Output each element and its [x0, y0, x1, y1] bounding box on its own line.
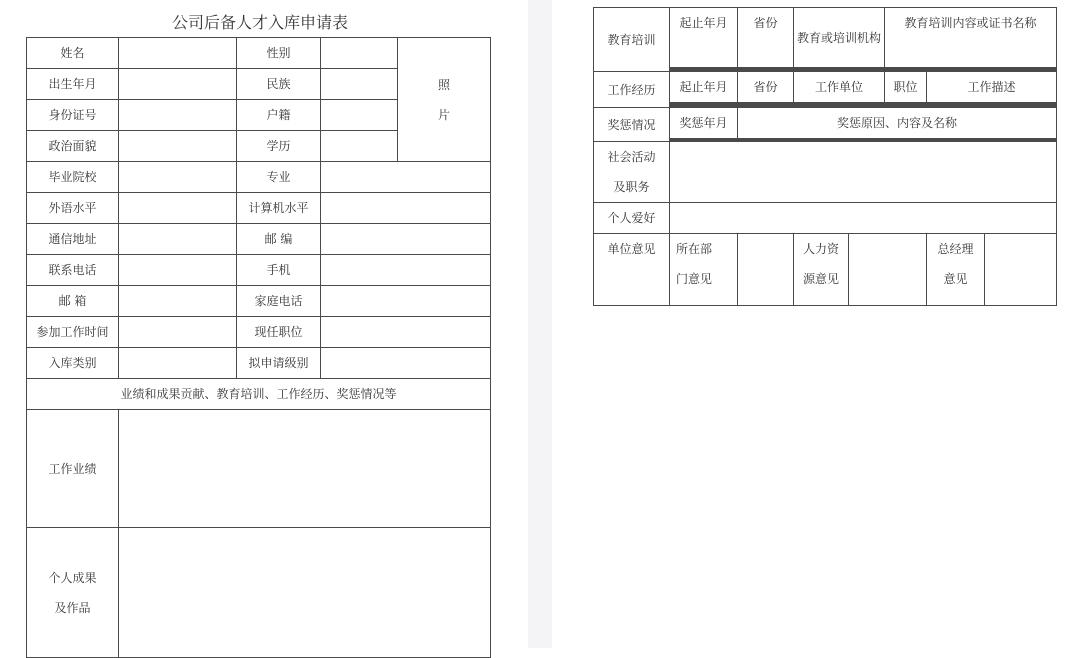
edu-header-province: 省份 — [738, 8, 794, 68]
field-home-phone[interactable] — [321, 286, 491, 317]
section-header: 业绩和成果贡献、教育培训、工作经历、奖惩情况等 — [27, 379, 491, 410]
work-header-province: 省份 — [738, 72, 794, 103]
label-level: 拟申请级别 — [237, 348, 321, 379]
field-social-activities[interactable] — [670, 142, 1057, 203]
label-id-number: 身份证号 — [27, 100, 119, 131]
label-gm-opinion-line-1: 总经理 — [937, 242, 974, 256]
label-work-performance: 工作业绩 — [27, 410, 119, 528]
field-category[interactable] — [119, 348, 237, 379]
label-gm-opinion — [927, 234, 985, 306]
field-gm-opinion[interactable] — [985, 234, 1057, 306]
label-dept-opinion — [670, 234, 738, 306]
edu-header-period: 起止年月 — [670, 8, 738, 68]
field-gender[interactable] — [321, 38, 398, 69]
experience-table — [593, 7, 1057, 306]
label-gm-opinion-line-2: 意见 — [943, 272, 968, 286]
field-household[interactable] — [321, 100, 398, 131]
field-id-number[interactable] — [119, 100, 237, 131]
label-achievements-line-1: 个人成果 — [48, 570, 97, 585]
label-social-line-2: 及职务 — [613, 180, 650, 194]
field-achievements[interactable] — [119, 528, 491, 658]
work-header-position: 职位 — [885, 72, 927, 103]
field-birth[interactable] — [119, 69, 237, 100]
form-title: 公司后备人才入库申请表 — [171, 13, 348, 32]
label-education-training: 教育培训 — [594, 8, 670, 72]
edu-header-content: 教育培训内容或证书名称 — [885, 8, 1057, 68]
field-computer[interactable] — [321, 193, 491, 224]
label-awards: 奖惩情况 — [594, 108, 670, 142]
label-address: 通信地址 — [27, 224, 119, 255]
label-work-experience: 工作经历 — [594, 72, 670, 108]
field-name[interactable] — [119, 38, 237, 69]
field-language[interactable] — [119, 193, 237, 224]
label-email: 邮 箱 — [27, 286, 119, 317]
label-language: 外语水平 — [27, 193, 119, 224]
award-header-date: 奖惩年月 — [670, 108, 738, 139]
field-school[interactable] — [119, 162, 237, 193]
label-dept-opinion-line-1: 所在部 — [676, 242, 713, 256]
label-social-line-1: 社会活动 — [607, 150, 656, 164]
label-school: 毕业院校 — [27, 162, 119, 193]
label-phone: 联系电话 — [27, 255, 119, 286]
field-email[interactable] — [119, 286, 237, 317]
label-social-activities — [594, 142, 670, 203]
award-header-content: 奖惩原因、内容及名称 — [738, 108, 1057, 139]
label-computer: 计算机水平 — [237, 193, 321, 224]
label-work-start: 参加工作时间 — [27, 317, 119, 348]
label-postcode: 邮 编 — [237, 224, 321, 255]
page-gutter — [528, 0, 552, 648]
label-category: 入库类别 — [27, 348, 119, 379]
label-hr-opinion-line-2: 源意见 — [802, 272, 839, 286]
label-current-position: 现任职位 — [237, 317, 321, 348]
photo-box[interactable] — [398, 38, 491, 162]
photo-char-1: 照 — [437, 77, 450, 92]
label-achievements-line-2: 及作品 — [54, 600, 91, 615]
field-hobbies[interactable] — [670, 203, 1057, 234]
label-home-phone: 家庭电话 — [237, 286, 321, 317]
label-mobile: 手机 — [237, 255, 321, 286]
field-education[interactable] — [321, 131, 398, 162]
field-work-performance[interactable] — [119, 410, 491, 528]
field-address[interactable] — [119, 224, 237, 255]
label-hr-opinion — [794, 234, 849, 306]
label-unit-opinion: 单位意见 — [594, 234, 670, 306]
label-dept-opinion-line-2: 门意见 — [676, 272, 713, 286]
applicant-info-table — [26, 37, 491, 658]
field-level[interactable] — [321, 348, 491, 379]
edu-header-institution: 教育或培训机构 — [794, 8, 885, 68]
field-phone[interactable] — [119, 255, 237, 286]
field-hr-opinion[interactable] — [849, 234, 927, 306]
label-major: 专业 — [237, 162, 321, 193]
work-header-description: 工作描述 — [927, 72, 1057, 103]
field-ethnicity[interactable] — [321, 69, 398, 100]
label-name: 姓名 — [27, 38, 119, 69]
label-birth: 出生年月 — [27, 69, 119, 100]
field-political[interactable] — [119, 131, 237, 162]
field-work-start[interactable] — [119, 317, 237, 348]
field-dept-opinion[interactable] — [738, 234, 794, 306]
label-political: 政治面貌 — [27, 131, 119, 162]
label-hr-opinion-line-1: 人力资 — [802, 242, 839, 256]
work-header-period: 起止年月 — [670, 72, 738, 103]
label-achievements — [27, 528, 119, 658]
photo-char-2: 片 — [437, 107, 450, 122]
label-gender: 性别 — [237, 38, 321, 69]
label-ethnicity: 民族 — [237, 69, 321, 100]
label-household: 户籍 — [237, 100, 321, 131]
label-education: 学历 — [237, 131, 321, 162]
label-hobbies: 个人爱好 — [594, 203, 670, 234]
field-current-position[interactable] — [321, 317, 491, 348]
work-header-employer: 工作单位 — [794, 72, 885, 103]
field-postcode[interactable] — [321, 224, 491, 255]
field-major[interactable] — [321, 162, 491, 193]
field-mobile[interactable] — [321, 255, 491, 286]
